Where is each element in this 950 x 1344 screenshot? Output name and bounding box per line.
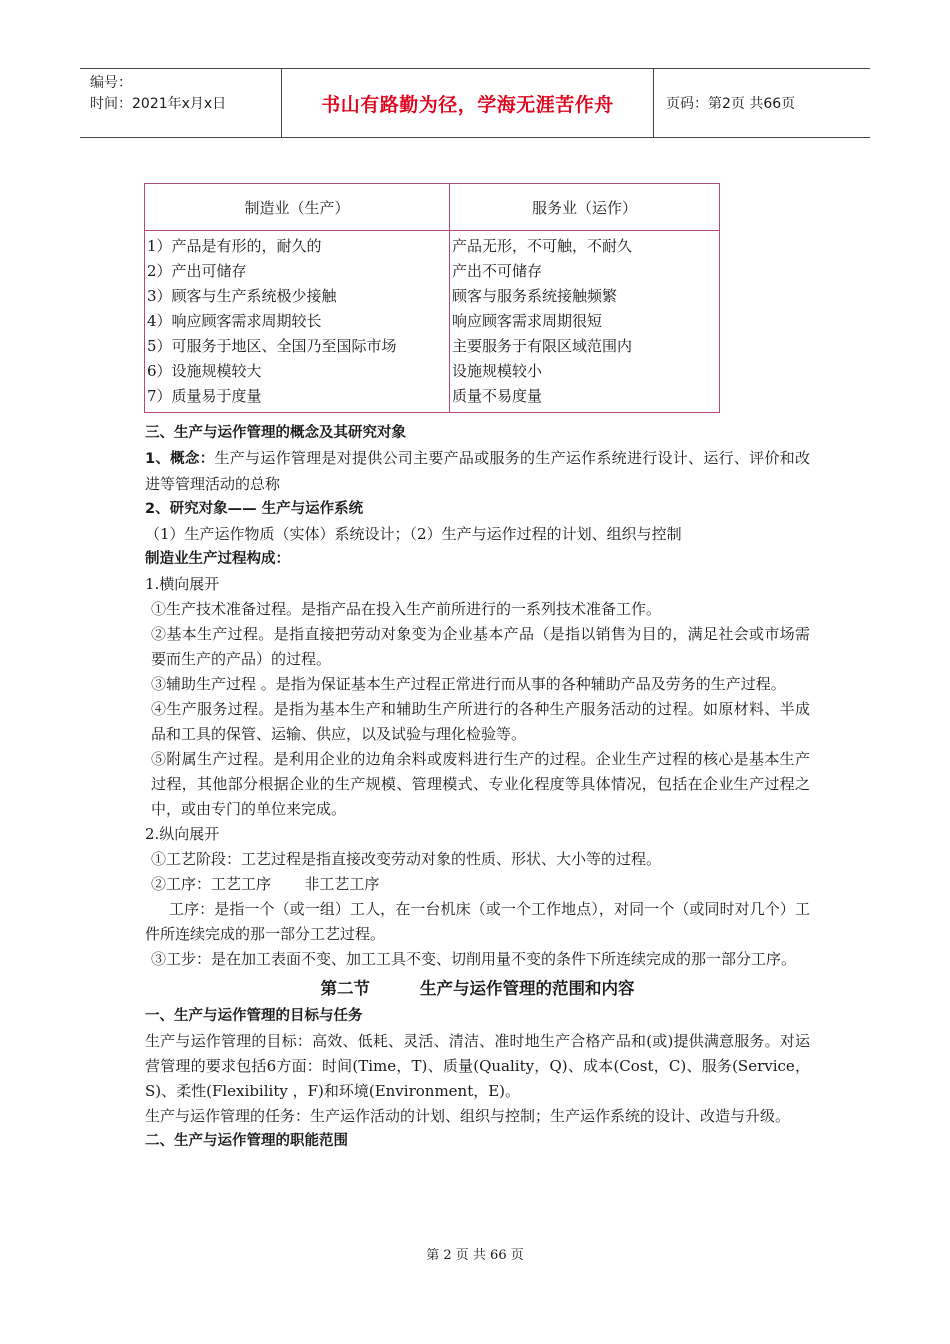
header-motto: 书山有路勤为径，学海无涯苦作舟 [282,69,654,137]
vertical-item-2: ②工序：工艺工序 非工艺工序 [151,875,380,893]
list-item: 产出不可储存 [452,262,543,280]
header-meta [80,69,282,137]
page-footer: 第 2 页 共 66 页 [426,1248,524,1263]
list-item: 1）产品是有形的，耐久的 [147,237,322,255]
list-item: 设施规模较小 [452,362,543,380]
horizontal-item-4: ④生产服务过程。是指为基本生产和辅助生产所进行的各种生产服务活动的过程。如原材料、半成品和工具的保管、运输、供应，以及试验与理化检验等。 [151,700,810,743]
comparison-table [144,183,720,413]
concept-label: 1、概念： [145,451,215,467]
list-item: 质量不易度量 [452,387,543,405]
list-item: 顾客与服务系统接触频繁 [452,287,618,305]
manufacturing-cell [145,231,450,413]
section-title [145,974,810,1004]
horizontal-item-5: ⑤附属生产过程。是利用企业的边角余料或废料进行生产的过程。企业生产过程的核心是基本生产过程，其他部分根据企业的生产规模、管理模式、专业化程度等具体情况，包括在企业生产过程之中，或由专门的单位来完成。 [151,750,810,818]
heading-horizontal: 1.横向展开 [145,575,220,593]
heading-concept-section: 三、生产与运作管理的概念及其研究对象 [145,425,406,441]
time-label: 时间：2021年x月x日 [90,96,227,112]
list-item: 5）可服务于地区、全国乃至国际市场 [147,337,397,355]
section-name: 生产与运作管理的范围和内容 [420,979,635,998]
list-item: 3）顾客与生产系统极少接触 [147,287,337,305]
research-object-text: （1）生产运作物质（实体）系统设计；（2）生产与运作过程的计划、组织与控制 [145,525,682,543]
heading-vertical: 2.纵向展开 [145,825,220,843]
list-item: 6）设施规模较大 [147,362,262,380]
tasks-paragraph: 生产与运作管理的任务：生产运作活动的计划、组织与控制；生产运作系统的设计、改造与升级。 [145,1107,791,1125]
col-header-service: 服务业（运作） [450,184,720,231]
section-number: 第二节 [320,979,370,998]
header-page-info: 页码：第2页 共66页 [666,96,796,112]
list-item: 7）质量易于度量 [147,387,262,405]
goals-paragraph: 生产与运作管理的目标：高效、低耗、灵活、清洁、准时地生产合格产品和(或)提供满意服务。对运营管理的要求包括6方面：时间(Time，T)、质量(Quality，Q)、成本(Cost，C)、服务(Service，S)、柔性(Flexibility ，F)和环境(Environment，E)。 [145,1032,810,1100]
page-header [80,68,870,138]
table-row [145,231,720,413]
heading-goals-tasks: 一、生产与运作管理的目标与任务 [145,1008,363,1024]
number-label: 编号： [90,75,132,91]
horizontal-item-2: ②基本生产过程。是指直接把劳动对象变为企业基本产品（是指以销售为目的，满足社会或市场需要而生产的产品）的过程。 [151,625,810,668]
table-header-row [145,184,720,231]
document-body [145,421,810,1154]
heading-function-scope: 二、生产与运作管理的职能范围 [145,1133,348,1149]
service-cell [450,231,720,413]
list-item: 产品无形，不可触，不耐久 [452,237,633,255]
concept-text: 生产与运作管理是对提供公司主要产品或服务的生产运作系统进行设计、运行、评价和改进等管理活动的总称 [145,449,810,493]
col-header-manufacturing: 制造业（生产） [145,184,450,231]
concept-paragraph [145,446,810,497]
vertical-item-3: ③工步：是在加工表面不变、加工工具不变、切削用量不变的条件下所连续完成的那一部分工序。 [151,950,797,968]
vertical-item-2-detail: 工序：是指一个（或一组）工人，在一台机床（或一个工作地点），对同一个（或同时对几个）工件所连续完成的那一部分工艺过程。 [145,900,810,943]
horizontal-item-3: ③辅助生产过程 。是指为保证基本生产过程正常进行而从事的各种辅助产品及劳务的生产过程。 [151,675,786,693]
heading-research-object: 2、研究对象—— 生产与运作系统 [145,501,364,517]
list-item: 2）产出可储存 [147,262,247,280]
list-item: 4）响应顾客需求周期较长 [147,312,322,330]
vertical-item-1: ①工艺阶段：工艺过程是指直接改变劳动对象的性质、形状、大小等的过程。 [151,850,662,868]
list-item: 主要服务于有限区域范围内 [452,337,633,355]
heading-manufacturing-process: 制造业生产过程构成： [145,551,290,567]
horizontal-item-1: ①生产技术准备过程。是指产品在投入生产前所进行的一系列技术准备工作。 [151,600,662,618]
list-item: 响应顾客需求周期很短 [452,312,603,330]
